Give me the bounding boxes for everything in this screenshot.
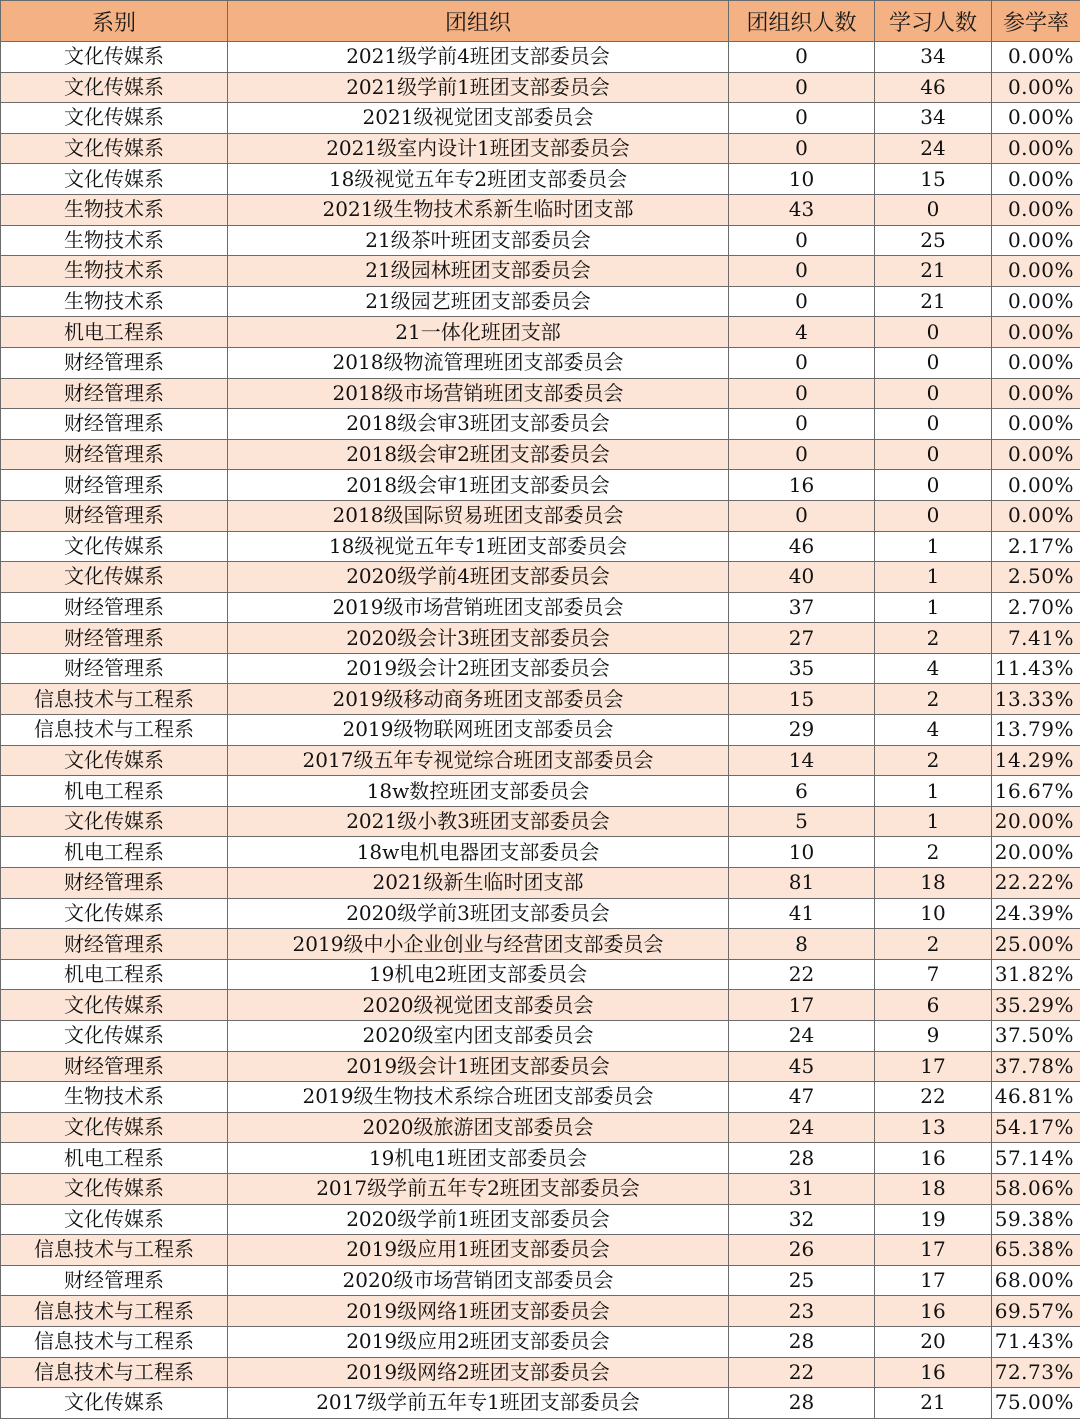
cell-participation-rate: 24.39% [992,898,1080,929]
cell-organization: 2021级学前4班团支部委员会 [228,42,729,73]
cell-organization: 2021级视觉团支部委员会 [228,103,729,134]
cell-member-count: 16 [729,470,875,501]
cell-organization: 2019级物联网班团支部委员会 [228,715,729,746]
cell-department: 生物技术系 [1,194,228,225]
cell-study-count: 46 [875,72,992,103]
cell-member-count: 81 [729,868,875,899]
table-header [1,1,1080,42]
table-row [1,317,1080,348]
cell-department: 财经管理系 [1,592,228,623]
cell-study-count: 9 [875,1021,992,1052]
table-row [1,959,1080,990]
cell-department: 财经管理系 [1,500,228,531]
cell-participation-rate: 72.73% [992,1357,1080,1388]
cell-participation-rate: 0.00% [992,72,1080,103]
cell-department: 文化传媒系 [1,1112,228,1143]
header-row [1,1,1080,42]
cell-participation-rate: 11.43% [992,653,1080,684]
table-row [1,745,1080,776]
table-row [1,286,1080,317]
cell-department: 生物技术系 [1,1082,228,1113]
table-row [1,1357,1080,1388]
cell-department: 生物技术系 [1,225,228,256]
cell-department: 机电工程系 [1,1143,228,1174]
cell-member-count: 24 [729,1112,875,1143]
cell-department: 财经管理系 [1,868,228,899]
cell-member-count: 0 [729,378,875,409]
table-row [1,776,1080,807]
cell-participation-rate: 37.78% [992,1051,1080,1082]
table-row [1,592,1080,623]
cell-study-count: 13 [875,1112,992,1143]
cell-organization: 2019级会计2班团支部委员会 [228,653,729,684]
cell-participation-rate: 0.00% [992,164,1080,195]
cell-department: 文化传媒系 [1,133,228,164]
cell-participation-rate: 0.00% [992,194,1080,225]
table-body [1,42,1080,1419]
cell-study-count: 16 [875,1143,992,1174]
table-row [1,1143,1080,1174]
cell-department: 信息技术与工程系 [1,1326,228,1357]
cell-study-count: 16 [875,1357,992,1388]
cell-study-count: 1 [875,531,992,562]
cell-member-count: 0 [729,256,875,287]
cell-department: 信息技术与工程系 [1,1235,228,1266]
cell-organization: 2019级会计1班团支部委员会 [228,1051,729,1082]
cell-department: 文化传媒系 [1,990,228,1021]
cell-study-count: 1 [875,776,992,807]
cell-participation-rate: 2.17% [992,531,1080,562]
table-row [1,929,1080,960]
table-row [1,1051,1080,1082]
cell-department: 生物技术系 [1,256,228,287]
cell-participation-rate: 31.82% [992,959,1080,990]
cell-participation-rate: 58.06% [992,1173,1080,1204]
table-row [1,1388,1080,1419]
cell-member-count: 40 [729,562,875,593]
table-row [1,42,1080,73]
table-row [1,898,1080,929]
cell-organization: 2018级市场营销班团支部委员会 [228,378,729,409]
cell-study-count: 1 [875,562,992,593]
cell-study-count: 16 [875,1296,992,1327]
cell-participation-rate: 13.79% [992,715,1080,746]
cell-department: 财经管理系 [1,653,228,684]
cell-member-count: 0 [729,103,875,134]
cell-organization: 2020级室内团支部委员会 [228,1021,729,1052]
cell-member-count: 37 [729,592,875,623]
cell-organization: 2019级生物技术系综合班团支部委员会 [228,1082,729,1113]
cell-study-count: 1 [875,592,992,623]
cell-study-count: 7 [875,959,992,990]
cell-department: 文化传媒系 [1,562,228,593]
cell-study-count: 10 [875,898,992,929]
cell-organization: 2020级市场营销团支部委员会 [228,1265,729,1296]
cell-study-count: 21 [875,256,992,287]
table-row [1,194,1080,225]
cell-department: 文化传媒系 [1,806,228,837]
cell-organization: 2019级应用1班团支部委员会 [228,1235,729,1266]
cell-member-count: 43 [729,194,875,225]
cell-study-count: 0 [875,500,992,531]
cell-participation-rate: 75.00% [992,1388,1080,1419]
cell-member-count: 24 [729,1021,875,1052]
cell-study-count: 25 [875,225,992,256]
cell-member-count: 28 [729,1143,875,1174]
cell-participation-rate: 71.43% [992,1326,1080,1357]
cell-department: 文化传媒系 [1,1204,228,1235]
cell-organization: 2021级室内设计1班团支部委员会 [228,133,729,164]
cell-study-count: 0 [875,378,992,409]
cell-study-count: 4 [875,653,992,684]
cell-department: 文化传媒系 [1,72,228,103]
cell-participation-rate: 35.29% [992,990,1080,1021]
cell-participation-rate: 7.41% [992,623,1080,654]
cell-participation-rate: 46.81% [992,1082,1080,1113]
cell-organization: 2021级生物技术系新生临时团支部 [228,194,729,225]
cell-participation-rate: 22.22% [992,868,1080,899]
cell-participation-rate: 0.00% [992,317,1080,348]
cell-member-count: 22 [729,959,875,990]
cell-organization: 2017级五年专视觉综合班团支部委员会 [228,745,729,776]
cell-participation-rate: 68.00% [992,1265,1080,1296]
cell-study-count: 0 [875,194,992,225]
cell-study-count: 24 [875,133,992,164]
cell-participation-rate: 57.14% [992,1143,1080,1174]
cell-participation-rate: 0.00% [992,103,1080,134]
cell-organization: 19机电1班团支部委员会 [228,1143,729,1174]
cell-study-count: 0 [875,347,992,378]
cell-department: 财经管理系 [1,347,228,378]
cell-member-count: 6 [729,776,875,807]
cell-department: 财经管理系 [1,1265,228,1296]
cell-study-count: 17 [875,1265,992,1296]
cell-participation-rate: 0.00% [992,286,1080,317]
cell-department: 财经管理系 [1,929,228,960]
cell-member-count: 0 [729,439,875,470]
cell-member-count: 31 [729,1173,875,1204]
table-row [1,1296,1080,1327]
cell-study-count: 17 [875,1051,992,1082]
table-row [1,1265,1080,1296]
cell-study-count: 2 [875,837,992,868]
cell-member-count: 0 [729,500,875,531]
cell-study-count: 21 [875,286,992,317]
cell-department: 机电工程系 [1,959,228,990]
cell-department: 财经管理系 [1,623,228,654]
cell-organization: 2020级视觉团支部委员会 [228,990,729,1021]
cell-organization: 2018级物流管理班团支部委员会 [228,347,729,378]
cell-study-count: 20 [875,1326,992,1357]
table-row [1,1204,1080,1235]
cell-organization: 2020级旅游团支部委员会 [228,1112,729,1143]
cell-member-count: 5 [729,806,875,837]
cell-organization: 18w电机电器团支部委员会 [228,837,729,868]
cell-study-count: 0 [875,470,992,501]
cell-member-count: 15 [729,684,875,715]
cell-participation-rate: 0.00% [992,409,1080,440]
cell-organization: 2018级会审1班团支部委员会 [228,470,729,501]
cell-department: 信息技术与工程系 [1,684,228,715]
cell-member-count: 14 [729,745,875,776]
cell-participation-rate: 0.00% [992,500,1080,531]
table-row [1,715,1080,746]
cell-participation-rate: 37.50% [992,1021,1080,1052]
cell-study-count: 21 [875,1388,992,1419]
cell-study-count: 4 [875,715,992,746]
cell-department: 信息技术与工程系 [1,1296,228,1327]
cell-member-count: 22 [729,1357,875,1388]
cell-organization: 2021级学前1班团支部委员会 [228,72,729,103]
cell-study-count: 0 [875,317,992,348]
cell-department: 财经管理系 [1,409,228,440]
table-row [1,439,1080,470]
cell-participation-rate: 2.50% [992,562,1080,593]
cell-organization: 2019级网络1班团支部委员会 [228,1296,729,1327]
cell-participation-rate: 25.00% [992,929,1080,960]
cell-study-count: 19 [875,1204,992,1235]
table-row [1,1082,1080,1113]
cell-study-count: 2 [875,684,992,715]
cell-department: 信息技术与工程系 [1,715,228,746]
cell-organization: 2021级新生临时团支部 [228,868,729,899]
cell-organization: 21级园艺班团支部委员会 [228,286,729,317]
cell-organization: 2020级学前1班团支部委员会 [228,1204,729,1235]
cell-organization: 18级视觉五年专1班团支部委员会 [228,531,729,562]
cell-member-count: 28 [729,1326,875,1357]
cell-organization: 2020级学前4班团支部委员会 [228,562,729,593]
cell-member-count: 28 [729,1388,875,1419]
table-row [1,103,1080,134]
cell-participation-rate: 0.00% [992,42,1080,73]
cell-department: 财经管理系 [1,378,228,409]
cell-department: 文化传媒系 [1,745,228,776]
cell-department: 文化传媒系 [1,1388,228,1419]
table-row [1,623,1080,654]
cell-study-count: 18 [875,868,992,899]
cell-organization: 2018级国际贸易班团支部委员会 [228,500,729,531]
cell-participation-rate: 54.17% [992,1112,1080,1143]
table-row [1,837,1080,868]
table-row [1,562,1080,593]
table-row [1,164,1080,195]
table-row [1,1326,1080,1357]
cell-member-count: 47 [729,1082,875,1113]
cell-department: 文化传媒系 [1,42,228,73]
cell-member-count: 29 [729,715,875,746]
cell-member-count: 46 [729,531,875,562]
cell-participation-rate: 0.00% [992,470,1080,501]
cell-member-count: 45 [729,1051,875,1082]
table-row [1,684,1080,715]
cell-member-count: 0 [729,72,875,103]
cell-organization: 2019级移动商务班团支部委员会 [228,684,729,715]
cell-study-count: 0 [875,409,992,440]
cell-department: 机电工程系 [1,317,228,348]
cell-department: 生物技术系 [1,286,228,317]
cell-department: 机电工程系 [1,776,228,807]
cell-study-count: 34 [875,42,992,73]
cell-member-count: 32 [729,1204,875,1235]
cell-department: 财经管理系 [1,470,228,501]
cell-department: 文化传媒系 [1,103,228,134]
table-row [1,470,1080,501]
cell-member-count: 0 [729,225,875,256]
cell-participation-rate: 0.00% [992,225,1080,256]
cell-study-count: 2 [875,623,992,654]
cell-participation-rate: 0.00% [992,133,1080,164]
cell-member-count: 26 [729,1235,875,1266]
cell-member-count: 10 [729,164,875,195]
cell-department: 文化传媒系 [1,164,228,195]
table-row [1,1173,1080,1204]
cell-study-count: 2 [875,745,992,776]
cell-study-count: 1 [875,806,992,837]
cell-member-count: 35 [729,653,875,684]
cell-organization: 2017级学前五年专2班团支部委员会 [228,1173,729,1204]
cell-organization: 2019级应用2班团支部委员会 [228,1326,729,1357]
cell-member-count: 27 [729,623,875,654]
cell-participation-rate: 20.00% [992,806,1080,837]
cell-organization: 18w数控班团支部委员会 [228,776,729,807]
cell-member-count: 0 [729,42,875,73]
table-row [1,868,1080,899]
cell-department: 文化传媒系 [1,898,228,929]
table-row [1,990,1080,1021]
cell-organization: 18级视觉五年专2班团支部委员会 [228,164,729,195]
cell-department: 信息技术与工程系 [1,1357,228,1388]
table-row [1,1235,1080,1266]
table-row [1,72,1080,103]
table-row [1,1021,1080,1052]
header-study-count: 学习人数 [875,1,992,42]
cell-study-count: 6 [875,990,992,1021]
table-row [1,653,1080,684]
cell-participation-rate: 0.00% [992,347,1080,378]
cell-department: 文化传媒系 [1,1173,228,1204]
cell-participation-rate: 2.70% [992,592,1080,623]
table-row [1,531,1080,562]
cell-organization: 2019级中小企业创业与经营团支部委员会 [228,929,729,960]
cell-participation-rate: 69.57% [992,1296,1080,1327]
cell-study-count: 18 [875,1173,992,1204]
cell-department: 财经管理系 [1,1051,228,1082]
cell-study-count: 22 [875,1082,992,1113]
header-organization: 团组织 [228,1,729,42]
cell-organization: 2019级网络2班团支部委员会 [228,1357,729,1388]
cell-department: 机电工程系 [1,837,228,868]
table-row [1,347,1080,378]
cell-organization: 2017级学前五年专1班团支部委员会 [228,1388,729,1419]
cell-participation-rate: 59.38% [992,1204,1080,1235]
cell-department: 文化传媒系 [1,1021,228,1052]
cell-participation-rate: 65.38% [992,1235,1080,1266]
cell-organization: 2021级小教3班团支部委员会 [228,806,729,837]
cell-participation-rate: 0.00% [992,256,1080,287]
cell-organization: 2019级市场营销班团支部委员会 [228,592,729,623]
cell-participation-rate: 13.33% [992,684,1080,715]
cell-organization: 2020级会计3班团支部委员会 [228,623,729,654]
cell-participation-rate: 14.29% [992,745,1080,776]
cell-organization: 2018级会审3班团支部委员会 [228,409,729,440]
header-participation-rate: 参学率 [992,1,1080,42]
table-row [1,378,1080,409]
cell-organization: 21一体化班团支部 [228,317,729,348]
cell-organization: 2020级学前3班团支部委员会 [228,898,729,929]
table-row [1,133,1080,164]
cell-study-count: 34 [875,103,992,134]
cell-participation-rate: 0.00% [992,439,1080,470]
cell-department: 财经管理系 [1,439,228,470]
cell-member-count: 25 [729,1265,875,1296]
table-row [1,1112,1080,1143]
cell-participation-rate: 0.00% [992,378,1080,409]
cell-department: 文化传媒系 [1,531,228,562]
cell-member-count: 8 [729,929,875,960]
cell-organization: 2018级会审2班团支部委员会 [228,439,729,470]
cell-member-count: 0 [729,133,875,164]
cell-participation-rate: 16.67% [992,776,1080,807]
table-row [1,500,1080,531]
cell-member-count: 0 [729,409,875,440]
cell-study-count: 2 [875,929,992,960]
cell-study-count: 0 [875,439,992,470]
cell-member-count: 0 [729,347,875,378]
cell-organization: 21级园林班团支部委员会 [228,256,729,287]
header-member-count: 团组织人数 [729,1,875,42]
cell-member-count: 17 [729,990,875,1021]
cell-study-count: 15 [875,164,992,195]
table-row [1,409,1080,440]
table-row [1,806,1080,837]
cell-member-count: 0 [729,286,875,317]
cell-organization: 19机电2班团支部委员会 [228,959,729,990]
table-row [1,256,1080,287]
cell-participation-rate: 20.00% [992,837,1080,868]
cell-member-count: 4 [729,317,875,348]
cell-member-count: 41 [729,898,875,929]
cell-study-count: 17 [875,1235,992,1266]
header-department: 系别 [1,1,228,42]
cell-member-count: 23 [729,1296,875,1327]
cell-organization: 21级茶叶班团支部委员会 [228,225,729,256]
table-row [1,225,1080,256]
cell-member-count: 10 [729,837,875,868]
